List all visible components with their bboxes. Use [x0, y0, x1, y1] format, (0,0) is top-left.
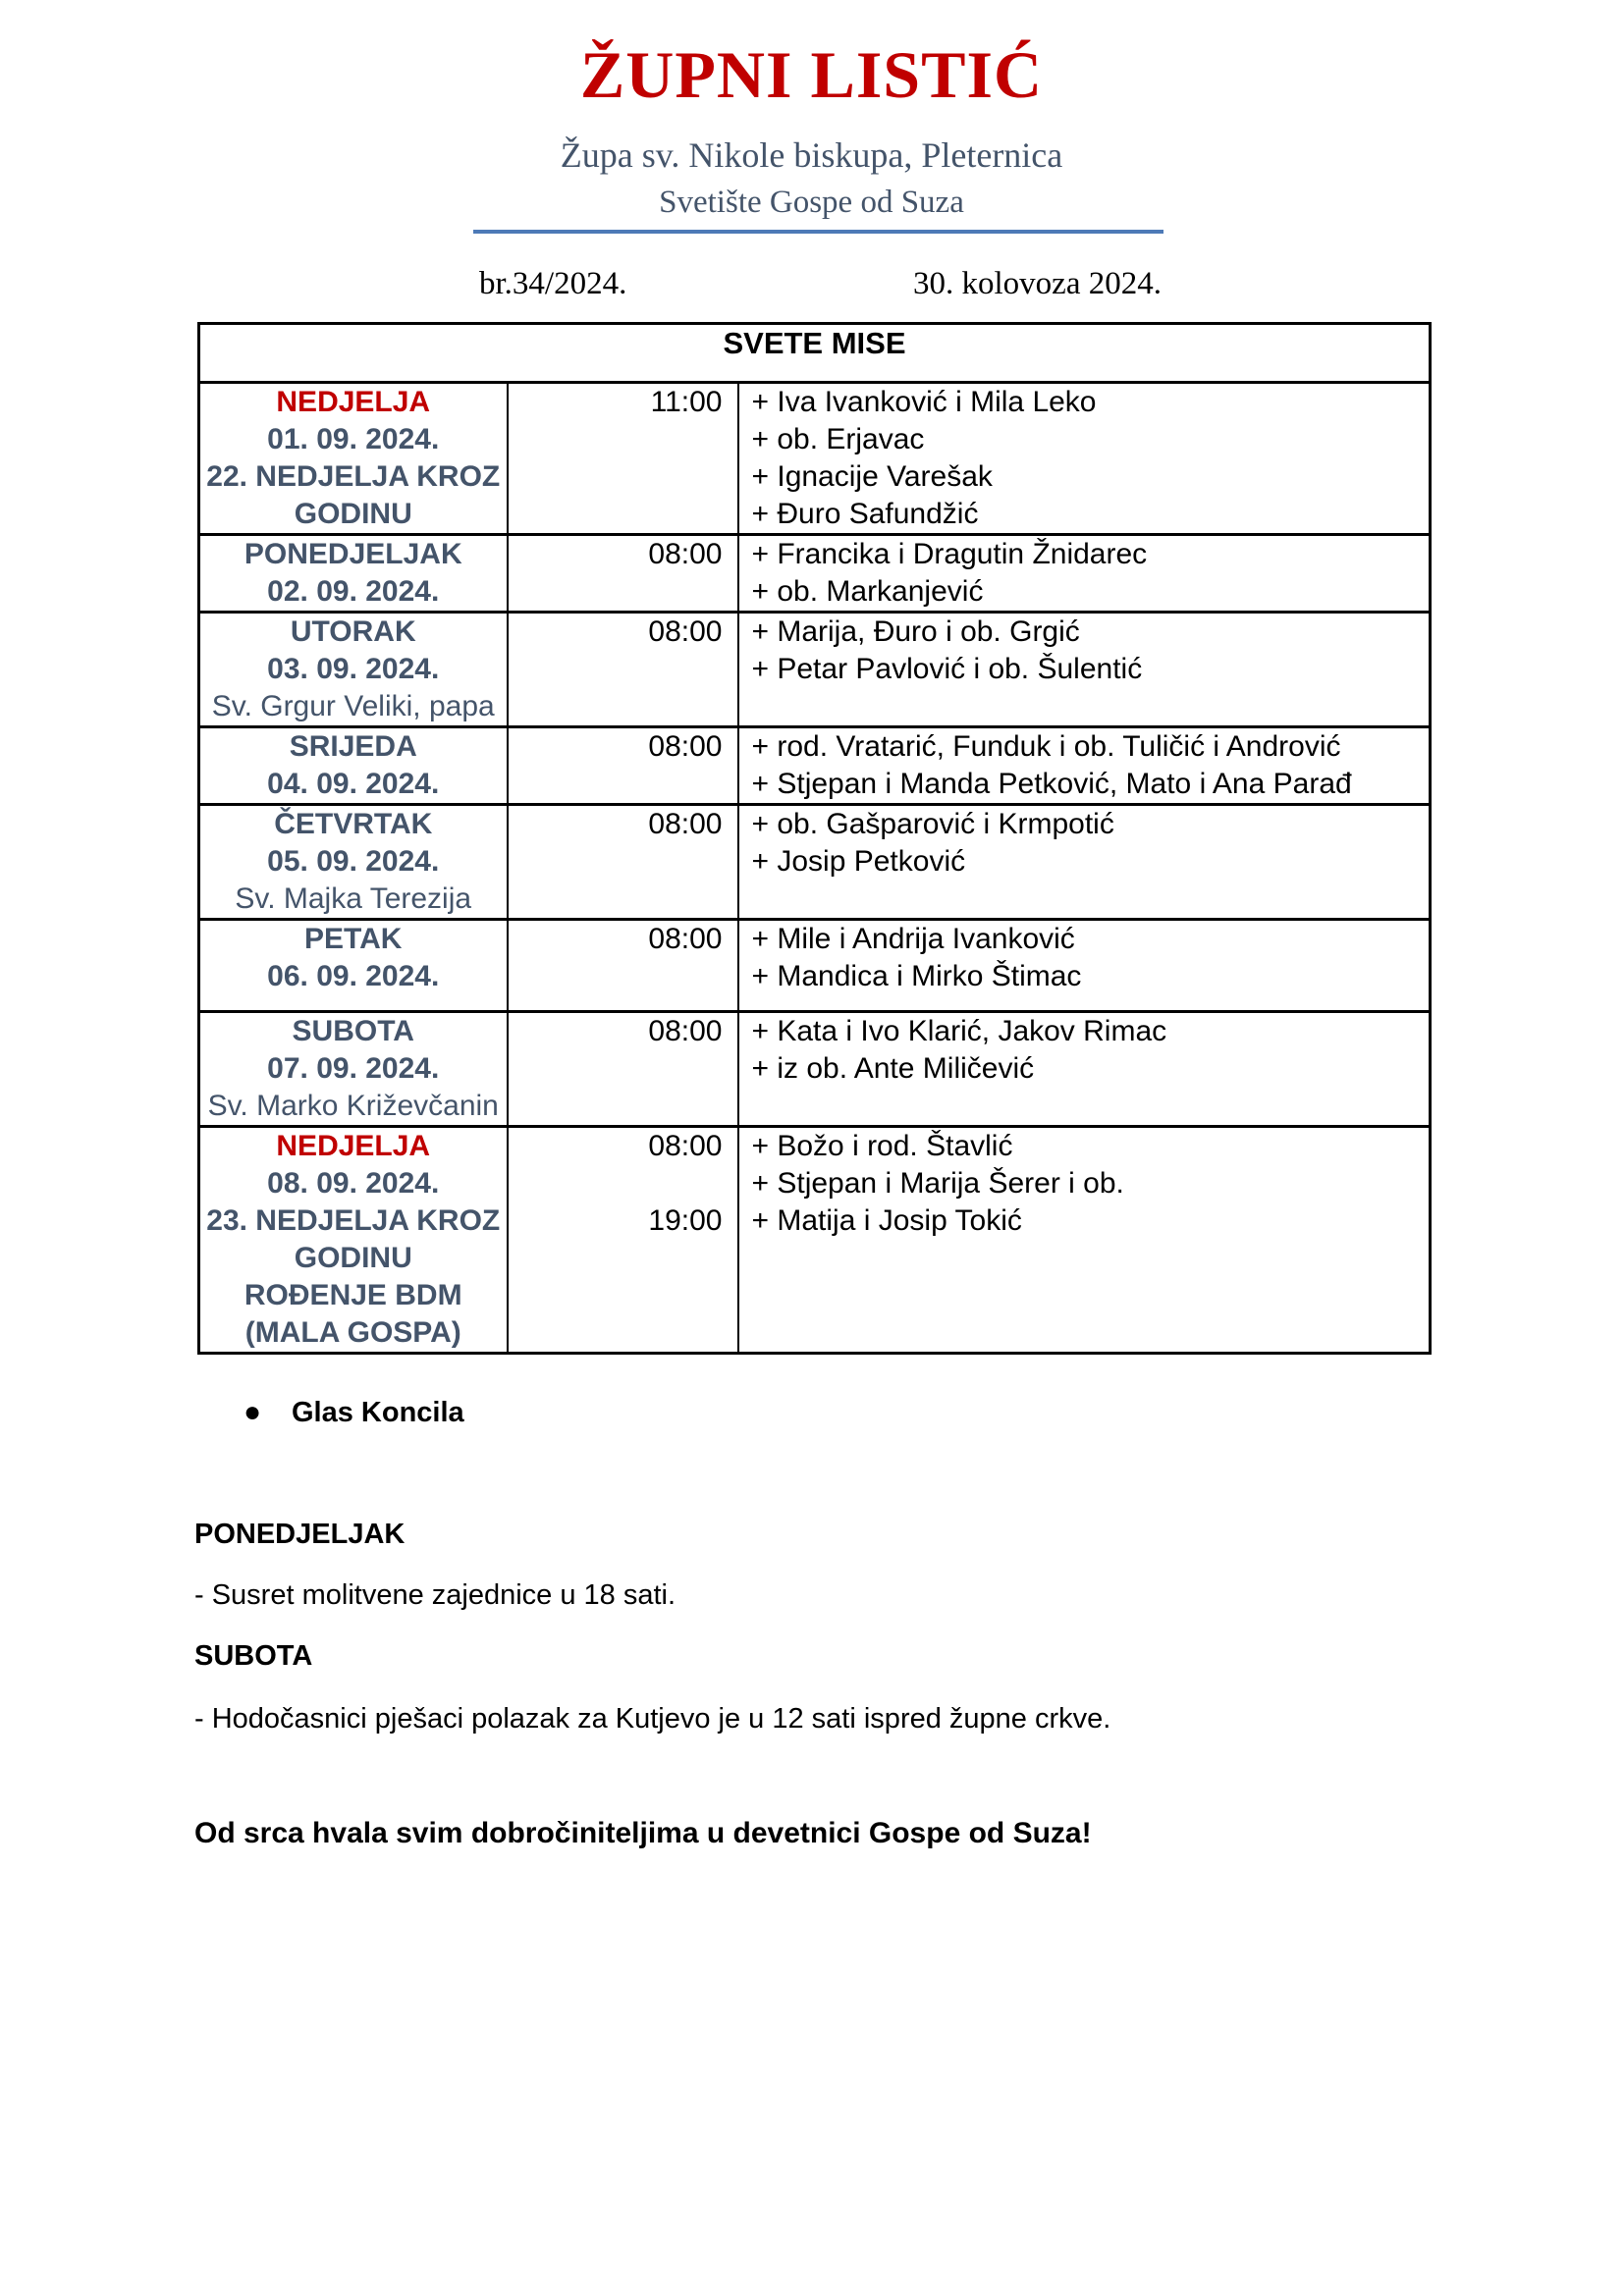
- day-name: SUBOTA: [292, 1015, 414, 1047]
- day-note: GODINU: [294, 1242, 412, 1274]
- monday-note: - Susret molitvene zajednice u 18 sati.: [194, 1579, 676, 1611]
- mass-intention: + Matija i Josip Tokić: [751, 1204, 1022, 1237]
- day-date: 05. 09. 2024.: [267, 845, 440, 878]
- day-date: 03. 09. 2024.: [267, 653, 440, 685]
- intentions-cell: [738, 727, 1431, 805]
- mass-time: 11:00: [650, 386, 723, 418]
- feast-name: Sv. Grgur Veliki, papa: [211, 690, 495, 722]
- masthead-divider: [473, 230, 1163, 234]
- mass-intention: + Kata i Ivo Klarić, Jakov Rimac: [751, 1015, 1167, 1047]
- parish-name: Župa sv. Nikole biskupa, Pleternica: [560, 135, 1063, 175]
- mass-intention: + ob. Markanjević: [751, 575, 984, 608]
- bullet-item-label: Glas Koncila: [292, 1397, 464, 1428]
- mass-time: 08:00: [648, 808, 723, 840]
- day-date: 02. 09. 2024.: [267, 575, 440, 608]
- feast-name: Sv. Marko Križevčanin: [207, 1090, 499, 1122]
- mass-intention: + Mile i Andrija Ivanković: [751, 923, 1075, 955]
- day-name: SRIJEDA: [289, 730, 417, 763]
- mass-time: 19:00: [648, 1204, 723, 1237]
- table-row: [199, 613, 1431, 727]
- mass-time: 08:00: [648, 730, 723, 763]
- day-name: NEDJELJA: [276, 386, 431, 418]
- time-cell: [508, 1127, 738, 1354]
- table-row: [199, 920, 1431, 1012]
- monday-heading: PONEDJELJAK: [194, 1519, 406, 1550]
- day-cell: [199, 805, 508, 920]
- table-row: [199, 727, 1431, 805]
- table-header-row: [199, 324, 1431, 383]
- saturday-note: - Hodočasnici pješaci polazak za Kutjevo je u 12 sati ispred župne crkve.: [194, 1703, 1111, 1735]
- mass-intention: + Iva Ivanković i Mila Leko: [751, 386, 1097, 418]
- table-row: [199, 535, 1431, 613]
- day-date: 04. 09. 2024.: [267, 768, 440, 800]
- mass-intention: + iz ob. Ante Miličević: [751, 1052, 1035, 1085]
- intentions-cell: [738, 383, 1431, 535]
- table-row: [199, 805, 1431, 920]
- issue-date: 30. kolovoza 2024.: [913, 266, 1162, 301]
- page-title: ŽUPNI LISTIĆ: [579, 37, 1044, 112]
- mass-intention: + Stjepan i Manda Petković, Mato i Ana Parađ: [751, 768, 1352, 800]
- thanks-note: Od srca hvala svim dobročiniteljima u devetnici Gospe od Suza!: [194, 1817, 1092, 1849]
- time-cell: [508, 920, 738, 1012]
- mass-time: 08:00: [648, 1130, 723, 1162]
- day-cell: [199, 383, 508, 535]
- day-note: GODINU: [294, 498, 412, 530]
- feast-name: Sv. Majka Terezija: [235, 882, 472, 915]
- day-cell: [199, 613, 508, 727]
- mass-intention: + Josip Petković: [751, 845, 966, 878]
- day-cell: [199, 535, 508, 613]
- intentions-cell: [738, 920, 1431, 1012]
- issue-number: br.34/2024.: [479, 266, 627, 301]
- table-row: [199, 1127, 1431, 1354]
- table-row: [199, 1012, 1431, 1127]
- mass-intention: + ob. Gašparović i Krmpotić: [751, 808, 1114, 840]
- mass-intention: + ob. Erjavac: [751, 423, 925, 455]
- time-cell: [508, 805, 738, 920]
- saturday-heading: SUBOTA: [194, 1640, 313, 1672]
- mass-intention: + Petar Pavlović i ob. Šulentić: [751, 653, 1143, 685]
- day-name: ČETVRTAK: [274, 808, 433, 840]
- mass-intention: + Stjepan i Marija Šerer i ob.: [751, 1167, 1124, 1200]
- mass-intention: + rod. Vratarić, Funduk i ob. Tuličić i Andrović: [751, 730, 1341, 763]
- mass-intention: + Ignacije Varešak: [751, 460, 993, 493]
- day-cell: [199, 920, 508, 1012]
- table-row: [199, 383, 1431, 535]
- intentions-cell: [738, 613, 1431, 727]
- issue-line: [0, 263, 1623, 304]
- intentions-cell: [738, 805, 1431, 920]
- day-cell: [199, 1127, 508, 1354]
- day-cell: [199, 727, 508, 805]
- mass-intention: + Mandica i Mirko Štimac: [751, 960, 1082, 992]
- mass-intention: + Marija, Đuro i ob. Grgić: [751, 615, 1080, 648]
- time-cell: [508, 613, 738, 727]
- day-date: 06. 09. 2024.: [267, 960, 440, 992]
- intentions-cell: [738, 1012, 1431, 1127]
- day-name: NEDJELJA: [276, 1130, 431, 1162]
- day-note: ROĐENJE BDM: [243, 1279, 462, 1311]
- day-name: UTORAK: [290, 615, 416, 648]
- intentions-cell: [738, 1127, 1431, 1354]
- day-date: 07. 09. 2024.: [267, 1052, 440, 1085]
- mass-intention: + Đuro Safundžić: [751, 498, 979, 530]
- mass-intention: + Francika i Dragutin Žnidarec: [751, 538, 1148, 570]
- day-note: (MALA GOSPA): [244, 1316, 461, 1349]
- day-name: PETAK: [304, 923, 403, 955]
- shrine-name: Svetište Gospe od Suza: [659, 185, 964, 220]
- mass-time: 08:00: [648, 538, 723, 570]
- table-title: SVETE MISE: [199, 324, 1431, 383]
- day-cell: [199, 1012, 508, 1127]
- mass-time: 08:00: [648, 1015, 723, 1047]
- bullet-icon: ●: [243, 1396, 262, 1428]
- time-cell: [508, 727, 738, 805]
- day-note: 22. NEDJELJA KROZ: [206, 460, 501, 493]
- mass-schedule-table: [197, 322, 1432, 1355]
- mass-time: 08:00: [648, 615, 723, 648]
- day-date: 01. 09. 2024.: [267, 423, 440, 455]
- day-date: 08. 09. 2024.: [267, 1167, 440, 1200]
- mass-intention: + Božo i rod. Štavlić: [751, 1130, 1013, 1162]
- intentions-cell: [738, 535, 1431, 613]
- time-cell: [508, 383, 738, 535]
- mass-time: 08:00: [648, 923, 723, 955]
- day-note: 23. NEDJELJA KROZ: [206, 1204, 501, 1237]
- time-cell: [508, 1012, 738, 1127]
- time-cell: [508, 535, 738, 613]
- day-name: PONEDJELJAK: [243, 538, 462, 570]
